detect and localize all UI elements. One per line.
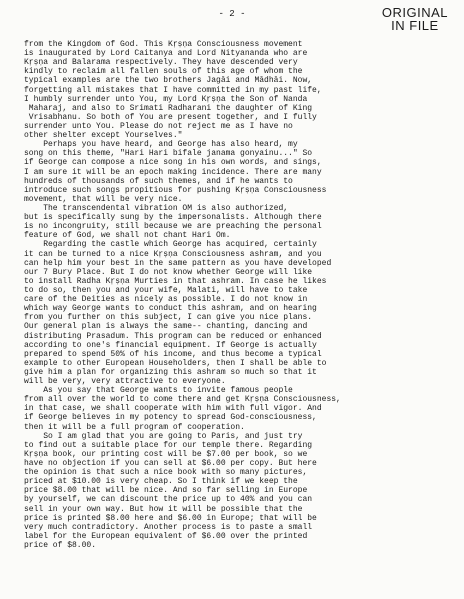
text-line: hundreds of thousands of such themes, and if he wants to	[24, 176, 293, 186]
text-line: have no objection if you can sell at $6.00 per copy. But here	[24, 459, 317, 469]
text-line: can help him your best in the same pattern as you have developed	[24, 258, 332, 268]
text-line: Vrisabhanu. So both of You are present together, and I fully	[24, 112, 317, 122]
stamp-line-1: ORIGINAL	[381, 5, 448, 20]
text-line: I humbly surrender unto You, my Lord Kṛṣṇa the Son of Nanda	[24, 94, 308, 104]
stamp-line-2: IN FILE	[391, 18, 439, 33]
text-line: Perhaps you have heard, and George has also heard, my	[24, 140, 298, 150]
text-line: I am sure it will be an epoch making incidence. There are many	[24, 167, 322, 177]
text-line: if George can compose a nice song in his own words, and sings,	[24, 158, 322, 168]
text-line: by yourself, we can discount the price up to 40% and you can	[24, 495, 313, 505]
text-line: Maharaj, and also to Srimati Radharani the daughter of King	[24, 103, 313, 113]
text-line: price $8.00 that will be nice. And so far selling in Europe	[24, 486, 308, 496]
text-line: the opinion is that such a nice book with so many pictures,	[24, 468, 308, 478]
text-line: from the Kingdom of God. This Kṛṣṇa Consciousness movement	[24, 40, 303, 49]
text-line: is no incongruity, still because we are preaching the personal	[24, 222, 322, 232]
text-line: typical examples are the two brothers Jagāi and Mādhāi. Now,	[24, 76, 313, 86]
text-line: will be very, very attractive to everyone.	[24, 377, 226, 387]
text-line: but is specifically sung by the impersonalists. Although there	[24, 213, 322, 223]
text-line: in that case, we shall cooperate with him with full vigor. And	[24, 404, 322, 414]
letter-body	[24, 40, 456, 596]
text-line: Regarding the castle which George has acquired, certainly	[24, 240, 317, 250]
text-line: distributing Prasadum. This program can be reduced or enhanced	[24, 331, 322, 341]
text-line: Kṛṣṇa book, our printing cost will be $7.00 per book, so we	[24, 449, 308, 459]
page-number: - 2 -	[218, 9, 246, 19]
text-line: So I am glad that you are going to Paris, and just try	[24, 431, 303, 441]
text-line: price of $8.00.	[24, 541, 97, 551]
text-line: sell in your own way. But how it will be possible that the	[24, 504, 303, 514]
text-line: price is printed $8.00 here and $6.00 in Europe; that will be	[24, 513, 317, 523]
text-line: if George believes in my potency to spread God-consciousness,	[24, 413, 317, 423]
text-line: The transcendental vibration OM is also authorized,	[24, 203, 289, 213]
text-line: feature of God, we shall not chant Hari Om.	[24, 231, 231, 241]
text-line: from you further on this subject, I can give you nice plans.	[24, 313, 313, 323]
text-line: to find out a suitable place for our temple there. Regarding	[24, 440, 313, 450]
text-line: Kṛṣṇa and Balarama respectively. They have descended very	[24, 58, 298, 68]
text-line: label for the European equivalent of $6.00 over the printed	[24, 531, 308, 541]
text-line: prepared to spend 50% of his income, and thus become a typical	[24, 349, 322, 359]
text-line: introduce such songs propitious for pushing Kṛṣṇa Consciousness	[24, 185, 327, 195]
text-line: to do so, then you and your wife, Malati, will have to take	[24, 285, 308, 295]
text-line: As you say that George wants to invite famous people	[24, 386, 293, 396]
text-line: song on this theme, "Hari Hari bifale janama gonyainu..." So	[24, 149, 313, 159]
text-line: forgetting all mistakes that I have committed in my past life,	[24, 85, 322, 95]
text-line: other shelter except Yourselves."	[24, 131, 183, 141]
text-line: example to other European Householders, then I shall be able to	[24, 358, 327, 368]
text-line: our 7 Bury Place. But I do not know whether George will like	[24, 267, 313, 277]
text-line: priced at $10.00 is very cheap. So I think if we keep the	[24, 477, 298, 487]
text-line: movement, that will be very nice.	[24, 194, 183, 204]
text-line: kindly to reclaim all fallen souls of this age of whom the	[24, 67, 303, 77]
text-line: to install Radha Kṛṣṇa Murties in that ashram. In case he likes	[24, 276, 327, 286]
text-line: very much contradictory. Another process is to paste a small	[24, 522, 313, 532]
text-line: is inaugurated by Lord Caitanya and Lord Nityananda who are	[24, 49, 308, 59]
text-line: give him a plan for organizing this ashram so much so that it	[24, 367, 317, 377]
original-in-file-stamp	[382, 6, 448, 32]
text-line: surrender unto You. Please do not reject me as I have no	[24, 121, 293, 131]
text-line: it can be turned to a nice Kṛṣṇa Consciousness ashram, and you	[24, 249, 322, 259]
text-line: which way George wants to conduct this ashram, and on hearing	[24, 304, 317, 314]
text-line: Our general plan is always the same-- chanting, dancing and	[24, 322, 308, 332]
text-line: from all over the world to come there and get Kṛṣṇa Consciousness,	[24, 395, 341, 405]
text-line: then it will be a full program of cooperation.	[24, 422, 245, 432]
text-line: according to one's financial equipment. If George is actually	[24, 340, 317, 350]
text-line: care of the Deities as nicely as possible. I do not know in	[24, 295, 308, 305]
